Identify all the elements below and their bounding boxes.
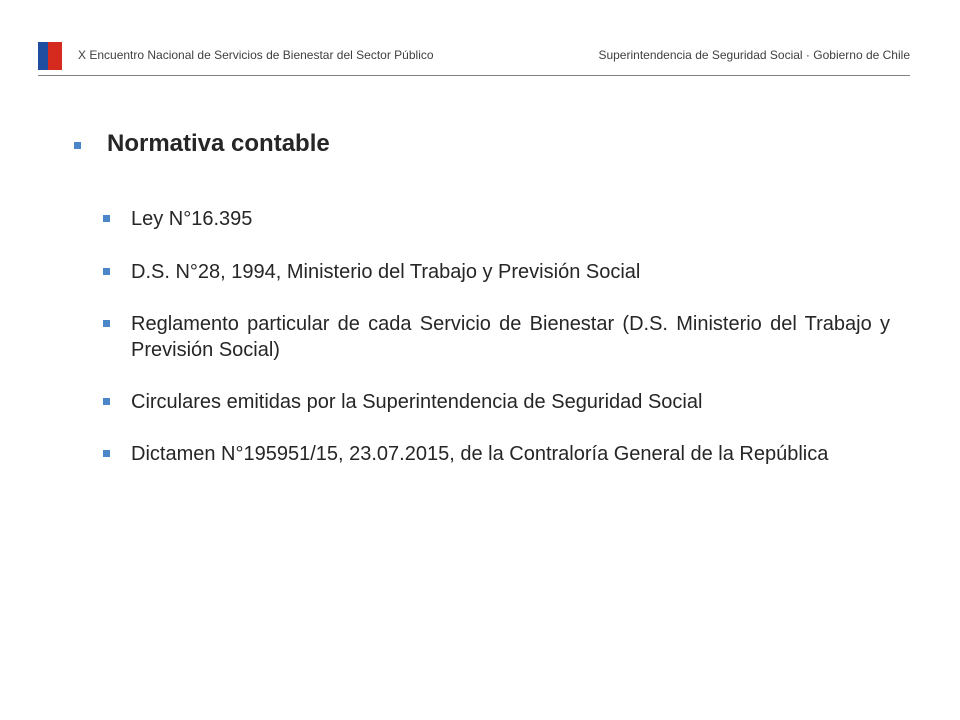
regulation-list [102,206,890,493]
section-heading [74,130,330,158]
list-item-dictamen [102,441,890,467]
list-item-text: D.S. N°28, 1994, Ministerio del Trabajo y Previsión Social [131,261,641,283]
square-bullet-icon [103,398,110,405]
square-bullet-icon [74,142,81,149]
page-title: Normativa contable [107,130,330,157]
square-bullet-icon [103,268,110,275]
header-divider [38,75,910,76]
list-item-text: Circulares emitidas por la Superintendencia de Seguridad Social [131,391,703,413]
event-name: X Encuentro Nacional de Servicios de Bienestar del Sector Público [78,48,434,62]
square-bullet-icon [103,215,110,222]
square-bullet-icon [103,450,110,457]
chile-flag-icon [38,42,62,70]
list-item-circulares [102,389,890,415]
list-item-text: Dictamen N°195951/15, 23.07.2015, de la Contraloría General de la República [131,443,829,465]
list-item-ds-28 [102,259,890,285]
list-item-text: Ley N°16.395 [131,208,253,230]
organization-name: Superintendencia de Seguridad Social · Gobierno de Chile [598,48,910,62]
square-bullet-icon [103,320,110,327]
list-item-text: Reglamento particular de cada Servicio de Bienestar (D.S. Ministerio del Trabajo y Previsión Social) [131,313,890,361]
list-item-reglamento [102,311,890,363]
list-item-ley [102,206,890,232]
